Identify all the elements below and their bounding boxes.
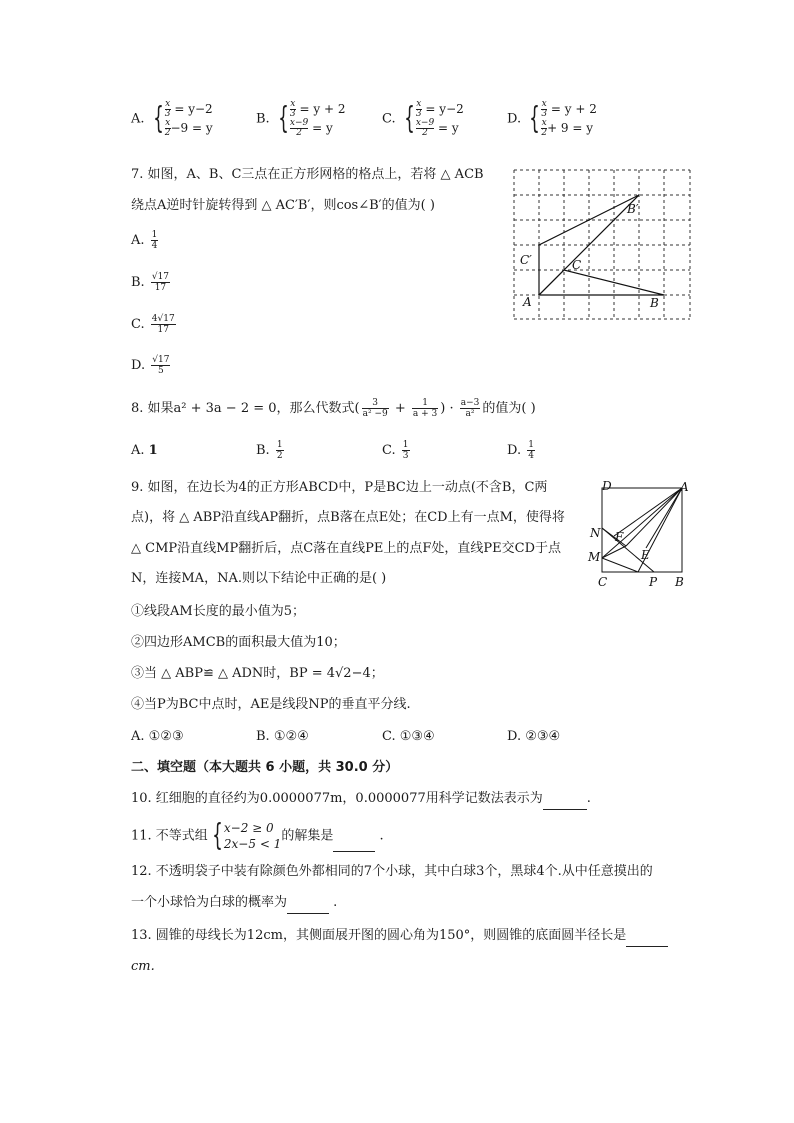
q13-line1: 13. 圆锥的母线长为12cm，其侧面展开图的圆心角为150°，则圆锥的底面圆半径长是 [131,925,668,947]
q7-line1: 7. 如图，A、B、C三点在正方形网格的格点上，若将 △ ACB [131,167,484,182]
option-letter: C. [382,111,396,127]
answer-blank[interactable] [333,837,375,852]
brace: { [152,101,164,136]
q6-option-c: C. { $\frac{x}{3}$ = y−2 $\frac{x-9}{2}$ = y [382,99,464,138]
q6-option-a: A. { $\frac{x}{3}$ = y−2 $\frac{x}{2}$ −9 = y [131,99,213,138]
label-b: B [650,296,659,310]
q9-option-d: D. ②③④ [507,729,561,744]
label-c-prime: C′ [520,253,532,267]
label-p: P [649,575,658,589]
q7-grid-figure [510,166,695,324]
label-n: N [590,526,601,540]
q9-square-figure [586,478,696,590]
label-d: D [602,479,612,493]
option-letter: B. [256,111,270,127]
brace: { [212,818,223,853]
q9-line4: N，连接MA，NA.则以下结论中正确的是( ) [131,571,387,586]
q7-option-a: A. $\frac{1}{4}$ [131,230,158,251]
q9-option-c: C. ①③④ [382,729,435,744]
q7-line2: 绕点A逆时针旋转得到 △ AC′B′，则cos∠B′的值为( ) [131,198,435,213]
q9-statement-2: ②四边形AMCB的面积最大值为10； [131,635,346,650]
label-m: M [588,550,601,564]
q8-option-a: A. 1 [131,443,158,458]
q13-line2: cm. [131,959,155,974]
label-b-prime: B′ [627,202,639,216]
brace: { [278,101,289,136]
q8-option-b: B. $\frac{1}{2}$ [256,440,283,461]
q8-option-c: C. $\frac{1}{3}$ [382,440,409,461]
option-letter: A. [131,111,145,127]
answer-blank[interactable] [543,795,587,810]
q8-option-d: D. $\frac{1}{4}$ [507,440,534,461]
q9-option-a: A. ①②③ [131,729,184,744]
answer-blank[interactable] [287,899,329,914]
answer-blank[interactable] [626,932,668,947]
q6-option-b: B. { $\frac{x}{3}$ = y + 2 $\frac{x-9}{2}$ = y [256,99,346,138]
label-a: A [680,480,689,494]
brace: { [404,101,415,136]
label-c: C [572,258,582,272]
q8-stem: 8. 如果a² + 3a − 2 = 0，那么代数式( $\frac{3}{\text{a² −9}}$ + $\frac{1}{a + 3}$ ) · $\frac{a-3}{\text{a²}}$ 的值为( ) [131,398,536,419]
q7-option-d: D. $\frac{√17}{5}$ [131,355,170,376]
q7-option-b: B. $\frac{√17}{17}$ [131,272,170,293]
q9-statement-3: ③当 △ ABP≌ △ ADN时，BP = 4√2−4； [131,666,384,681]
q9-statement-4: ④当P为BC中点时，AE是线段NP的垂直平分线. [131,697,411,712]
q7-option-c: C. $\frac{4√17}{17}$ [131,314,175,335]
q10: 10. 红细胞的直径约为0.0000077m，0.0000077用科学记数法表示为 . [131,788,591,810]
q9-line2: 点)，将 △ ABP沿直线AP翻折，点B落在点E处；在CD上有一点M，使得将 [131,510,565,525]
brace: { [529,101,541,136]
q11: 11. 不等式组 { x−2 ≥ 0 2x−5 < 1 的解集是 . [131,818,384,853]
q12-line1: 12. 不透明袋子中装有除颜色外都相同的7个小球，其中白球3个，黑球4个.从中任意摸出的 [131,864,653,879]
label-e: E [641,548,650,562]
label-a: A [523,295,532,309]
q9-option-b: B. ①②④ [256,729,309,744]
label-b: B [675,575,684,589]
option-letter: D. [507,111,522,127]
q12-line2: 一个小球恰为白球的概率为 . [131,892,337,914]
q9-line3: △ CMP沿直线MP翻折后，点C落在直线PE上的点F处，直线PE交CD于点 [131,541,562,556]
q9-statement-1: ①线段AM长度的最小值为5； [131,604,305,619]
label-c: C [598,575,608,589]
label-f: F [615,530,624,544]
q9-line1: 9. 如图，在边长为4的正方形ABCD中，P是BC边上一动点(不含B，C两 [131,480,548,495]
section-heading: 二、填空题（本大题共 6 小题，共 30.0 分） [131,760,399,775]
q6-option-d: D. { $\frac{x}{3}$ = y + 2 $\frac{x}{2}$ + 9 = y [507,99,597,138]
